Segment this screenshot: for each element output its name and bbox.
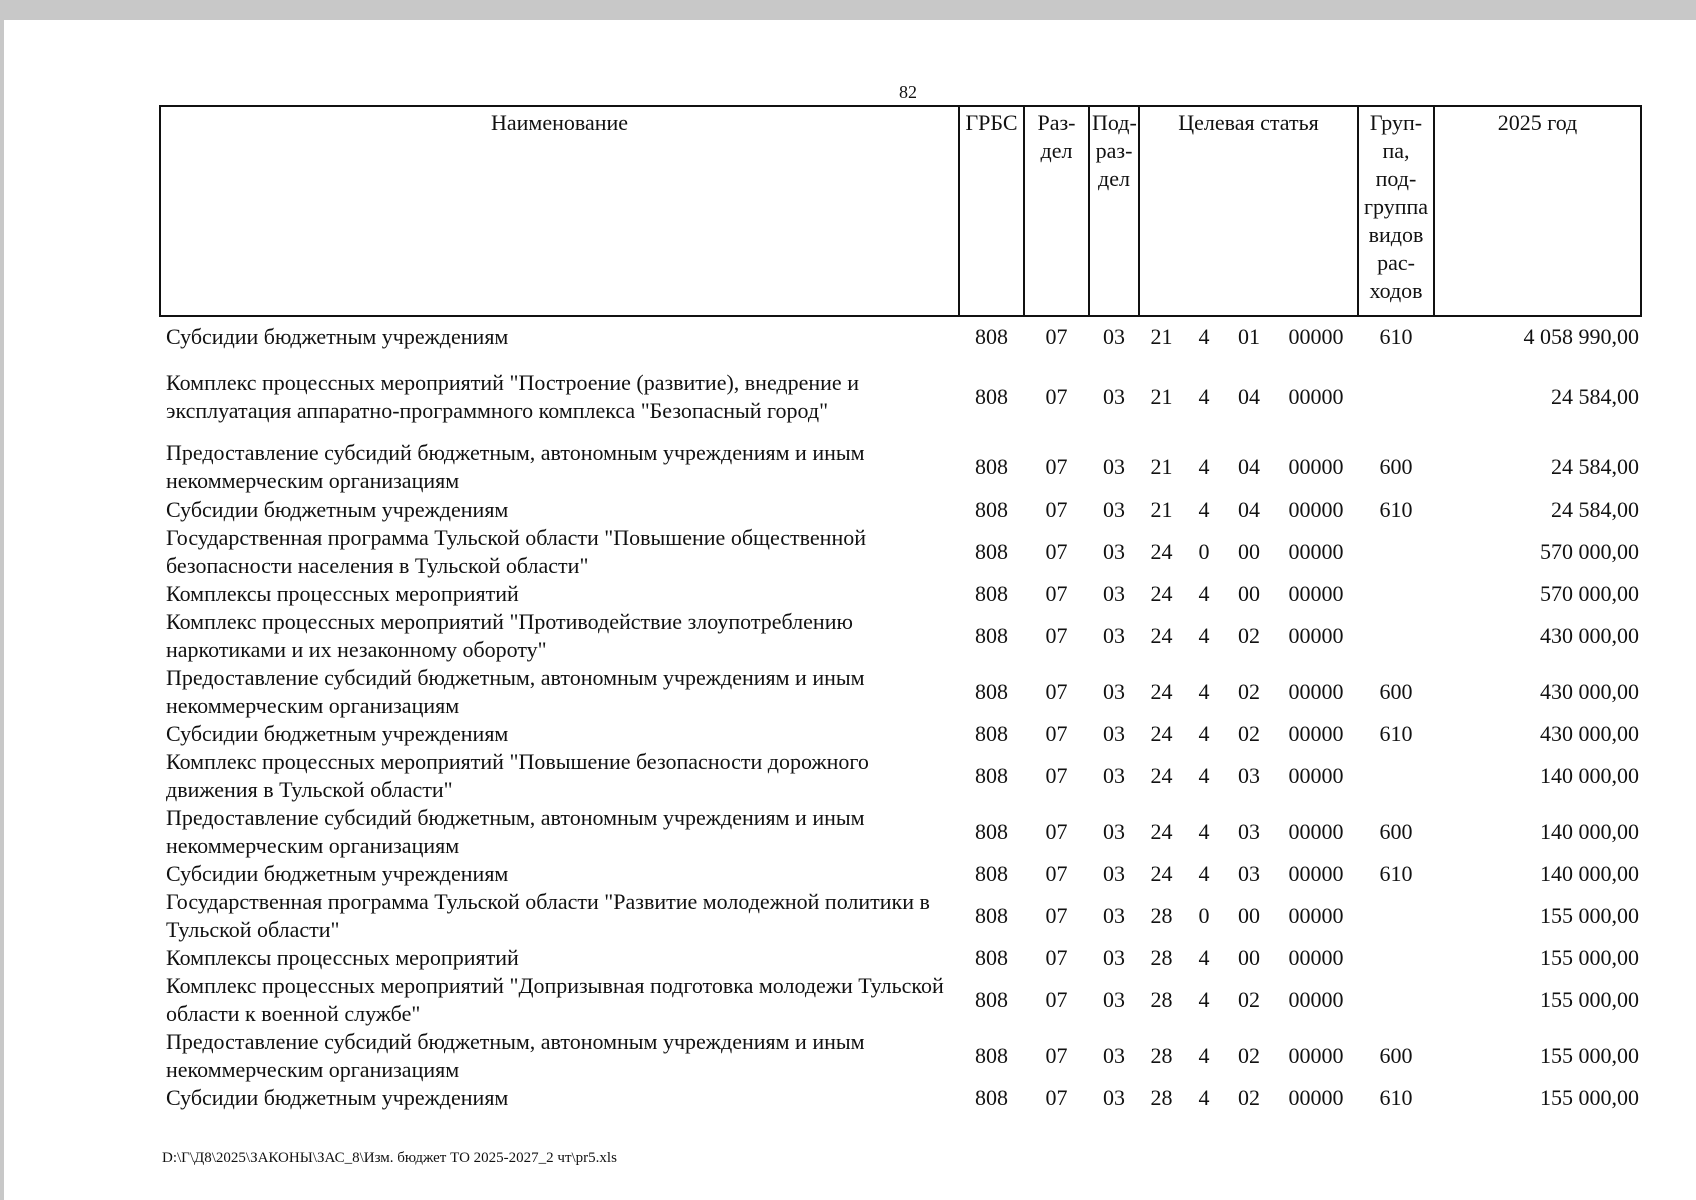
row-name: Субсидии бюджетным учреждениям <box>166 323 509 349</box>
row-expense-group: 610 <box>1379 721 1413 746</box>
row-podrazdel: 03 <box>1103 679 1125 704</box>
header-expense-group: Груп- па, под- группа видов рас- ходов <box>1358 106 1434 316</box>
row-razdel: 07 <box>1045 384 1068 409</box>
table-row <box>160 316 1641 356</box>
table-row <box>160 1028 1641 1084</box>
row-podrazdel: 03 <box>1103 623 1125 648</box>
row-grbs: 808 <box>975 721 1008 746</box>
row-target-type: 4 <box>1198 861 1210 886</box>
row-podrazdel: 03 <box>1103 581 1125 606</box>
row-target-direction: 00000 <box>1288 1043 1344 1068</box>
row-expense-group <box>1358 748 1434 804</box>
header-grbs: ГРБС <box>959 106 1024 316</box>
row-podrazdel: 03 <box>1103 454 1125 479</box>
row-target-program: 24 <box>1150 861 1173 886</box>
row-grbs: 808 <box>975 819 1008 844</box>
table-header <box>160 106 1641 316</box>
row-razdel: 07 <box>1045 987 1068 1012</box>
row-name: Субсидии бюджетным учреждениям <box>166 1085 509 1110</box>
row-target-item: 00 <box>1238 539 1260 564</box>
row-target-item: 03 <box>1238 763 1260 788</box>
row-target-direction: 00000 <box>1288 819 1344 844</box>
row-podrazdel: 03 <box>1103 497 1125 522</box>
table-row <box>160 720 1641 748</box>
row-target-type: 4 <box>1198 623 1210 648</box>
row-name: Государственная программа Тульской области "Повышение общественной безопасности населения в Тульской области" <box>166 525 866 578</box>
row-target-item: 01 <box>1238 323 1260 349</box>
row-target-type: 4 <box>1198 1085 1210 1110</box>
row-target-direction: 00000 <box>1288 721 1344 746</box>
row-podrazdel: 03 <box>1103 1085 1125 1110</box>
row-podrazdel: 03 <box>1103 323 1125 349</box>
row-grbs: 808 <box>975 454 1008 479</box>
row-podrazdel: 03 <box>1103 819 1125 844</box>
row-target-direction: 00000 <box>1288 861 1344 886</box>
row-name: Комплексы процессных мероприятий <box>166 581 519 606</box>
row-amount: 24 584,00 <box>1551 497 1639 522</box>
row-expense-group: 610 <box>1379 1085 1413 1110</box>
row-target-program: 24 <box>1150 581 1173 606</box>
row-grbs: 808 <box>975 987 1008 1012</box>
row-razdel: 07 <box>1045 539 1068 564</box>
row-grbs: 808 <box>975 323 1008 349</box>
row-target-direction: 00000 <box>1288 903 1344 928</box>
row-target-program: 24 <box>1150 679 1173 704</box>
row-target-program: 28 <box>1150 1085 1173 1110</box>
row-amount: 140 000,00 <box>1540 819 1639 844</box>
row-podrazdel: 03 <box>1103 861 1125 886</box>
table-row <box>160 748 1641 804</box>
row-amount: 155 000,00 <box>1540 903 1639 928</box>
row-amount: 140 000,00 <box>1540 861 1639 886</box>
row-podrazdel: 03 <box>1103 384 1125 409</box>
row-name: Субсидии бюджетным учреждениям <box>166 721 509 746</box>
row-target-type: 4 <box>1198 945 1210 970</box>
row-target-type: 4 <box>1198 581 1210 606</box>
row-expense-group: 610 <box>1379 497 1413 522</box>
document-page <box>4 20 1696 1200</box>
row-target-program: 24 <box>1150 623 1173 648</box>
header-razdel: Раз- дел <box>1024 106 1089 316</box>
row-target-program: 28 <box>1150 945 1173 970</box>
row-target-item: 02 <box>1238 679 1260 704</box>
table-row <box>160 804 1641 860</box>
row-grbs: 808 <box>975 679 1008 704</box>
row-podrazdel: 03 <box>1103 721 1125 746</box>
row-target-item: 03 <box>1238 861 1260 886</box>
row-amount: 570 000,00 <box>1540 539 1639 564</box>
row-expense-group <box>1358 580 1434 608</box>
header-target-article: Целевая статья <box>1139 106 1358 316</box>
row-target-direction: 00000 <box>1288 679 1344 704</box>
row-grbs: 808 <box>975 945 1008 970</box>
row-target-program: 28 <box>1150 903 1173 928</box>
row-target-item: 00 <box>1238 945 1260 970</box>
row-target-item: 00 <box>1238 903 1260 928</box>
row-amount: 24 584,00 <box>1551 454 1639 479</box>
row-podrazdel: 03 <box>1103 903 1125 928</box>
row-target-type: 4 <box>1198 454 1210 479</box>
row-razdel: 07 <box>1045 945 1068 970</box>
table-row <box>160 860 1641 888</box>
row-target-type: 0 <box>1198 539 1210 564</box>
row-razdel: 07 <box>1045 679 1068 704</box>
row-target-type: 4 <box>1198 763 1210 788</box>
header-name: Наименование <box>160 106 959 316</box>
row-name: Предоставление субсидий бюджетным, автономным учреждениям и иным некоммерческим организациям <box>166 665 865 718</box>
row-name: Комплекс процессных мероприятий "Повышение безопасности дорожного движения в Тульской области" <box>166 749 869 802</box>
header-year-2025: 2025 год <box>1434 106 1641 316</box>
table-row <box>160 356 1641 438</box>
row-razdel: 07 <box>1045 1085 1068 1110</box>
row-target-program: 24 <box>1150 721 1173 746</box>
row-amount: 24 584,00 <box>1551 384 1639 409</box>
row-target-direction: 00000 <box>1288 497 1344 522</box>
row-podrazdel: 03 <box>1103 945 1125 970</box>
table-row <box>160 608 1641 664</box>
row-name: Комплекс процессных мероприятий "Допризывная подготовка молодежи Тульской области к военной службе" <box>166 973 944 1026</box>
row-expense-group <box>1358 608 1434 664</box>
row-grbs: 808 <box>975 1085 1008 1110</box>
row-target-item: 02 <box>1238 987 1260 1012</box>
row-expense-group <box>1358 888 1434 944</box>
row-expense-group: 600 <box>1379 454 1413 479</box>
row-razdel: 07 <box>1045 861 1068 886</box>
row-razdel: 07 <box>1045 581 1068 606</box>
row-razdel: 07 <box>1045 623 1068 648</box>
table-row <box>160 438 1641 496</box>
row-amount: 155 000,00 <box>1540 1085 1639 1110</box>
header-podrazdel: Под- раз- дел <box>1089 106 1139 316</box>
row-name: Государственная программа Тульской области "Развитие молодежной политики в Тульской области" <box>166 889 930 942</box>
table-row <box>160 944 1641 972</box>
table-row <box>160 888 1641 944</box>
row-target-item: 02 <box>1238 1085 1260 1110</box>
row-target-type: 4 <box>1198 1043 1210 1068</box>
row-amount: 430 000,00 <box>1540 623 1639 648</box>
row-target-direction: 00000 <box>1288 323 1344 349</box>
row-target-direction: 00000 <box>1288 987 1344 1012</box>
table-row <box>160 580 1641 608</box>
row-grbs: 808 <box>975 1043 1008 1068</box>
row-razdel: 07 <box>1045 721 1068 746</box>
row-amount: 430 000,00 <box>1540 721 1639 746</box>
row-amount: 155 000,00 <box>1540 1043 1639 1068</box>
row-target-type: 4 <box>1198 987 1210 1012</box>
file-path-footer: D:\Г\Д8\2025\ЗАКОНЫ\ЗАС_8\Изм. бюджет ТО 2025-2027_2 чт\pr5.xls <box>162 1150 617 1166</box>
row-target-type: 4 <box>1198 721 1210 746</box>
row-target-item: 02 <box>1238 623 1260 648</box>
budget-table <box>159 105 1642 1112</box>
row-grbs: 808 <box>975 623 1008 648</box>
row-target-program: 28 <box>1150 987 1173 1012</box>
row-name: Субсидии бюджетным учреждениям <box>166 497 509 522</box>
table-row <box>160 524 1641 580</box>
table-row <box>160 972 1641 1028</box>
row-target-direction: 00000 <box>1288 454 1344 479</box>
row-target-program: 24 <box>1150 539 1173 564</box>
row-target-type: 4 <box>1198 679 1210 704</box>
row-name: Предоставление субсидий бюджетным, автономным учреждениям и иным некоммерческим организациям <box>166 1029 865 1082</box>
row-expense-group <box>1358 972 1434 1028</box>
row-target-direction: 00000 <box>1288 581 1344 606</box>
row-razdel: 07 <box>1045 497 1068 522</box>
row-podrazdel: 03 <box>1103 763 1125 788</box>
row-target-item: 02 <box>1238 721 1260 746</box>
row-target-type: 4 <box>1198 323 1210 349</box>
row-grbs: 808 <box>975 384 1008 409</box>
row-target-program: 21 <box>1150 454 1173 479</box>
row-target-type: 4 <box>1198 497 1210 522</box>
row-target-item: 02 <box>1238 1043 1260 1068</box>
row-amount: 430 000,00 <box>1540 679 1639 704</box>
row-razdel: 07 <box>1045 454 1068 479</box>
row-name: Комплексы процессных мероприятий <box>166 945 519 970</box>
row-amount: 155 000,00 <box>1540 945 1639 970</box>
row-target-program: 21 <box>1150 323 1173 349</box>
row-grbs: 808 <box>975 539 1008 564</box>
row-razdel: 07 <box>1045 819 1068 844</box>
row-expense-group: 600 <box>1379 819 1413 844</box>
row-target-direction: 00000 <box>1288 1085 1344 1110</box>
row-target-program: 21 <box>1150 384 1173 409</box>
row-target-program: 24 <box>1150 819 1173 844</box>
row-target-direction: 00000 <box>1288 945 1344 970</box>
row-expense-group: 610 <box>1379 861 1413 886</box>
row-razdel: 07 <box>1045 1043 1068 1068</box>
row-name: Комплекс процессных мероприятий "Противодействие злоупотреблению наркотиками и их незаконному обороту" <box>166 609 853 662</box>
table-row <box>160 664 1641 720</box>
row-podrazdel: 03 <box>1103 1043 1125 1068</box>
row-target-program: 24 <box>1150 763 1173 788</box>
row-expense-group <box>1358 944 1434 972</box>
row-target-item: 00 <box>1238 581 1260 606</box>
row-target-program: 21 <box>1150 497 1173 522</box>
table-row <box>160 496 1641 524</box>
row-target-item: 04 <box>1238 384 1260 409</box>
row-name: Предоставление субсидий бюджетным, автономным учреждениям и иным некоммерческим организациям <box>166 805 865 858</box>
row-target-direction: 00000 <box>1288 623 1344 648</box>
row-grbs: 808 <box>975 861 1008 886</box>
row-razdel: 07 <box>1045 323 1068 349</box>
row-podrazdel: 03 <box>1103 987 1125 1012</box>
row-target-type: 0 <box>1198 903 1210 928</box>
table-body <box>160 316 1641 1112</box>
table-row <box>160 1084 1641 1112</box>
row-amount: 4 058 990,00 <box>1523 323 1639 349</box>
row-grbs: 808 <box>975 581 1008 606</box>
row-target-item: 03 <box>1238 819 1260 844</box>
row-grbs: 808 <box>975 763 1008 788</box>
row-name: Предоставление субсидий бюджетным, автономным учреждениям и иным некоммерческим организациям <box>166 440 865 493</box>
page-number: 82 <box>899 82 917 102</box>
row-target-direction: 00000 <box>1288 384 1344 409</box>
row-podrazdel: 03 <box>1103 539 1125 564</box>
row-amount: 570 000,00 <box>1540 581 1639 606</box>
row-target-direction: 00000 <box>1288 539 1344 564</box>
row-grbs: 808 <box>975 903 1008 928</box>
row-target-item: 04 <box>1238 497 1260 522</box>
row-target-direction: 00000 <box>1288 763 1344 788</box>
row-amount: 155 000,00 <box>1540 987 1639 1012</box>
row-expense-group <box>1358 524 1434 580</box>
row-razdel: 07 <box>1045 903 1068 928</box>
row-expense-group <box>1358 356 1434 438</box>
row-razdel: 07 <box>1045 763 1068 788</box>
row-amount: 140 000,00 <box>1540 763 1639 788</box>
row-target-program: 28 <box>1150 1043 1173 1068</box>
row-target-type: 4 <box>1198 819 1210 844</box>
row-name: Комплекс процессных мероприятий "Построение (развитие), внедрение и эксплуатация аппаратно-программного комплекса "Безопасный город" <box>166 370 859 423</box>
row-expense-group: 600 <box>1379 1043 1413 1068</box>
row-expense-group: 600 <box>1379 679 1413 704</box>
row-target-type: 4 <box>1198 384 1210 409</box>
row-grbs: 808 <box>975 497 1008 522</box>
row-name: Субсидии бюджетным учреждениям <box>166 861 509 886</box>
row-expense-group: 610 <box>1379 323 1413 349</box>
row-target-item: 04 <box>1238 454 1260 479</box>
